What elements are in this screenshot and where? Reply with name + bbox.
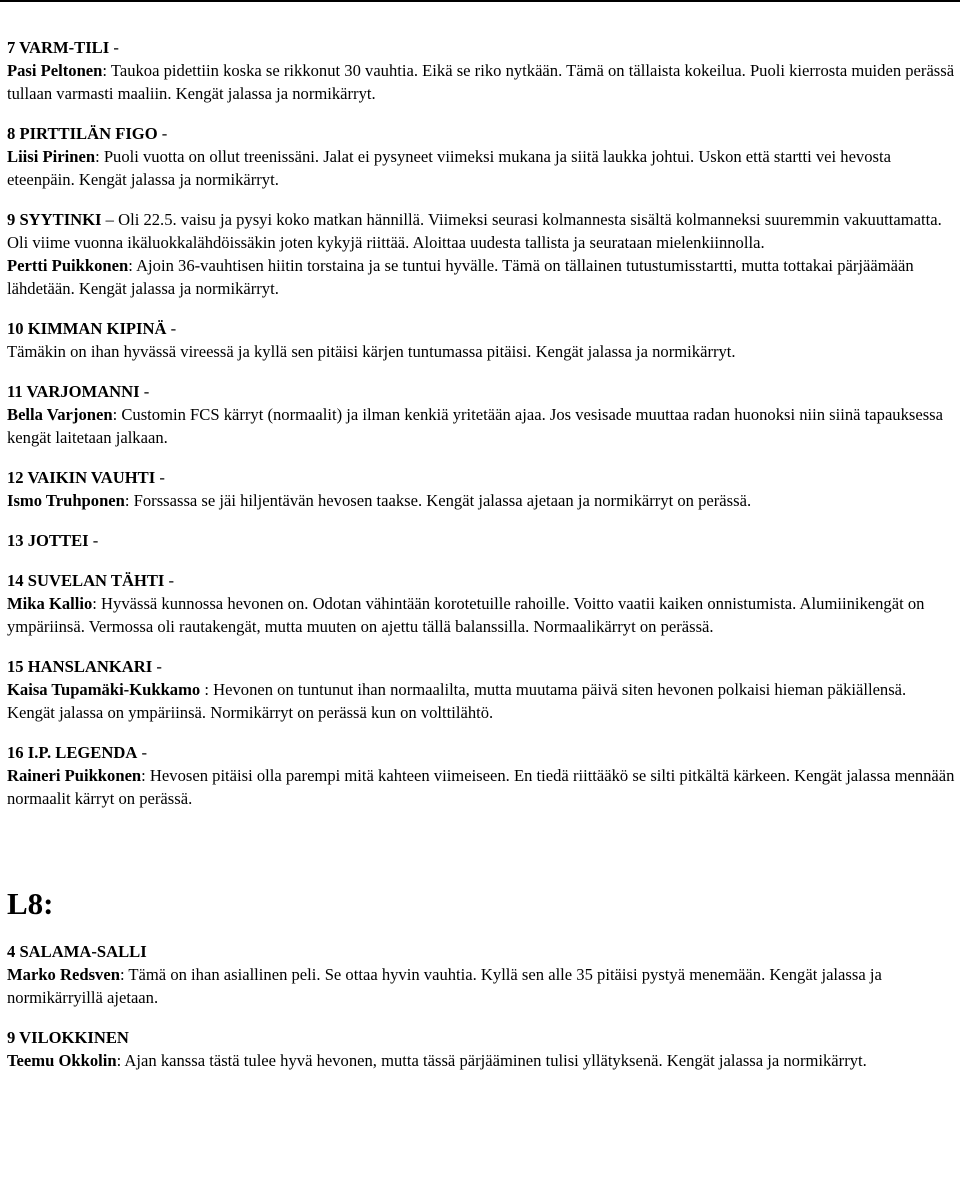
horse-heading: 15 HANSLANKARI - bbox=[7, 657, 162, 676]
comment bbox=[7, 963, 957, 1009]
comment-text: : Hevonen on tuntunut ihan normaalilta, mutta muutama päivä siten hevonen polkaisi hieman päkiällensä. Kengät jalassa on ympäriinsä. Normikärryt on perässä kun on volttilähtö. bbox=[7, 680, 907, 722]
entry-8 bbox=[7, 122, 957, 191]
speaker-name: Ismo Truhponen bbox=[7, 491, 125, 510]
comment-text: : Ajoin 36-vauhtisen hiitin torstaina ja se tuntui hyvälle. Tämä on tällainen tutustumisstartti, mutta tottakai pärjäämään lähdetään. Kengät jalassa ja normikärryt. bbox=[7, 256, 914, 298]
comment bbox=[7, 254, 957, 300]
horse-heading: 11 VARJOMANNI - bbox=[7, 382, 150, 401]
entry-9 bbox=[7, 208, 957, 300]
comment bbox=[7, 59, 957, 105]
comment-text: : Puoli vuotta on ollut treenissäni. Jalat ei pysyneet viimeksi mukana ja siitä laukka johtui. Uskon että startti vei hevosta eteenpäin. Kengät jalassa ja normikärryt. bbox=[7, 147, 891, 189]
entry-15 bbox=[7, 655, 957, 724]
comment-text: : Hevosen pitäisi olla parempi mitä kahteen viimeiseen. En tiedä riittääkö se silti pitkältä kärkeen. Kengät jalassa mennään normaalit kärryt on perässä. bbox=[7, 766, 955, 808]
horse-heading: 7 VARM-TILI - bbox=[7, 38, 119, 57]
speaker-name: Marko Redsven bbox=[7, 965, 120, 984]
entry-10 bbox=[7, 317, 957, 363]
speaker-name: Pertti Puikkonen bbox=[7, 256, 129, 275]
horse-heading: 14 SUVELAN TÄHTI - bbox=[7, 571, 175, 590]
entry-7 bbox=[7, 36, 957, 105]
comment-text: : Forssassa se jäi hiljentävän hevosen taakse. Kengät jalassa ajetaan ja normikärryt on perässä. bbox=[124, 491, 752, 510]
comment bbox=[7, 678, 957, 724]
document-body bbox=[7, 36, 957, 1089]
speaker-name: Raineri Puikkonen bbox=[7, 766, 142, 785]
horse-heading: 12 VAIKIN VAUHTI - bbox=[7, 468, 165, 487]
comment-text: : Tämä on ihan asiallinen peli. Se ottaa hyvin vauhtia. Kyllä sen alle 35 pitäisi pystyä menemään. Kengät jalassa ja normikärryillä ajetaan. bbox=[7, 965, 882, 1007]
comment-text: Tämäkin on ihan hyvässä vireessä ja kyllä sen pitäisi kärjen tuntumassa pitäisi. Kengät jalassa ja normikärryt. bbox=[7, 342, 736, 361]
comment bbox=[7, 340, 957, 363]
entry-14 bbox=[7, 569, 957, 638]
comment bbox=[7, 145, 957, 191]
horse-heading: 10 KIMMAN KIPINÄ - bbox=[7, 319, 177, 338]
comment-text: : Customin FCS kärryt (normaalit) ja ilman kenkiä yritetään ajaa. Jos vesisade muuttaa radan huonoksi niin siinä tapauksessa kengät laitetaan jalkaan. bbox=[7, 405, 944, 447]
comment bbox=[7, 489, 957, 512]
comment bbox=[7, 592, 957, 638]
comment-text: : Hyvässä kunnossa hevonen on. Odotan vähintään korotetuille rahoille. Voitto vaatii kaiken onnistumista. Alumiinikengät on ympäriinsä. Vermossa oli rautakengät, mutta muuten on ajettu tällä balanssilla. Normaalikärryt on perässä. bbox=[7, 594, 925, 636]
horse-heading: 8 PIRTTILÄN FIGO - bbox=[7, 124, 168, 143]
comment bbox=[7, 1049, 957, 1072]
horse-heading: 9 VILOKKINEN bbox=[7, 1028, 129, 1047]
entry-13 bbox=[7, 529, 957, 552]
speaker-name: Bella Varjonen bbox=[7, 405, 113, 424]
entry-12 bbox=[7, 466, 957, 512]
horse-heading: 4 SALAMA-SALLI bbox=[7, 942, 147, 961]
section-heading: L8: bbox=[7, 886, 54, 921]
speaker-name: Liisi Pirinen bbox=[7, 147, 96, 166]
speaker-name: Teemu Okkolin bbox=[7, 1051, 117, 1070]
top-rule bbox=[0, 0, 960, 2]
entry-16 bbox=[7, 741, 957, 810]
comment bbox=[7, 403, 957, 449]
entry-l8-4 bbox=[7, 940, 957, 1009]
horse-heading: 9 SYYTINKI – Oli 22.5. vaisu ja pysyi koko matkan hännillä. Viimeksi seurasi kolmannesta sisältä kolmanneksi suuremmin vakuuttamatta. Oli viime vuonna ikäluokkalähdöissäkin joten kykyjä riittää. Aloittaa uudesta tallista ja seurataan mielenkiinnolla. bbox=[7, 210, 942, 252]
speaker-name: Mika Kallio bbox=[7, 594, 93, 613]
comment-text: : Taukoa pidettiin koska se rikkonut 30 vauhtia. Eikä se riko nytkään. Tämä on tällaista kokeilua. Puoli kierrosta muiden perässä tullaan varmasti maaliin. Kengät jalassa ja normikärryt. bbox=[7, 61, 955, 103]
entry-11 bbox=[7, 380, 957, 449]
speaker-name: Kaisa Tupamäki-Kukkamo bbox=[7, 680, 201, 699]
speaker-name: Pasi Peltonen bbox=[7, 61, 103, 80]
horse-heading: 16 I.P. LEGENDA - bbox=[7, 743, 148, 762]
horse-heading: 13 JOTTEI - bbox=[7, 531, 99, 550]
comment bbox=[7, 764, 957, 810]
entry-l8-9 bbox=[7, 1026, 957, 1072]
comment-text: : Ajan kanssa tästä tulee hyvä hevonen, mutta tässä pärjääminen tulisi yllätyksenä. Kengät jalassa ja normikärryt. bbox=[116, 1051, 867, 1070]
